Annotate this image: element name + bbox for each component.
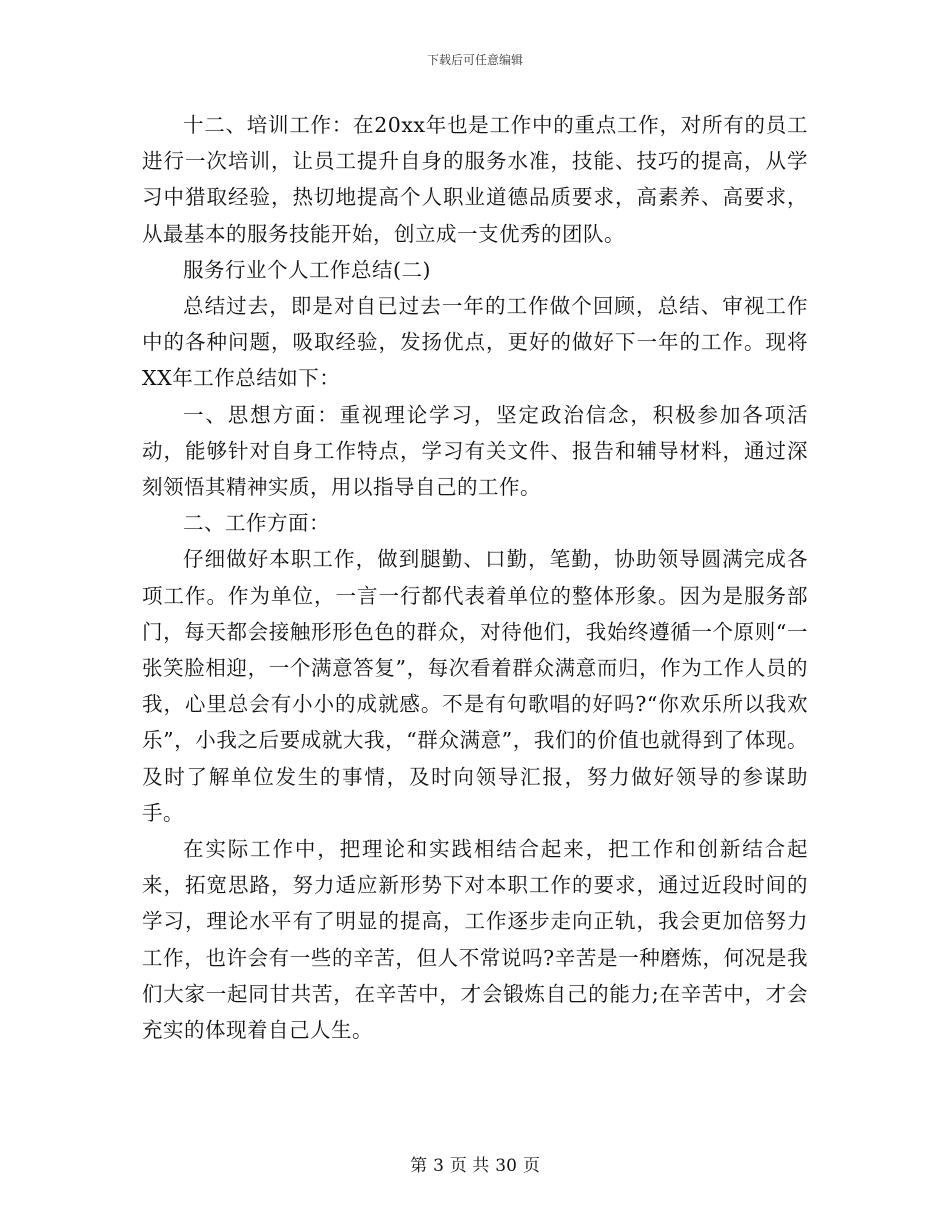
- paragraph-work-detail: 仔细做好本职工作，做到腿勤、口勤，笔勤，协助领导圆满完成各项工作。作为单位，一言一行都代表着单位的整体形象。因为是服务部门，每天都会接触形形色色的群众，对待他们，我始终遵循一个原则“一张笑脸相迎，一个满意答复”，每次看着群众满意而归，作为工作人员的我，心里总会有小小的成就感。不是有句歌唱的好吗?“你欢乐所以我欢乐”，小我之后要成就大我，“群众满意”，我们的价值也就得到了体现。及时了解单位发生的事情，及时向领导汇报，努力做好领导的参谋助手。: [142, 547, 808, 825]
- paragraph-practice: 在实际工作中，把理论和实践相结合起来，把工作和创新结合起来，拓宽思路，努力适应新形势下对本职工作的要求，通过近段时间的学习，理论水平有了明显的提高，工作逐步走向正轨，我会更加倍努力工作，也许会有一些的辛苦，但人不常说吗?辛苦是一种磨炼，何况是我们大家一起同甘共苦，在辛苦中，才会锻炼自己的能力;在辛苦中，才会充实的体现着自己人生。: [142, 837, 808, 1043]
- footer-prefix: 第: [410, 1156, 428, 1176]
- paragraph-summary-intro: 总结过去，即是对自已过去一年的工作做个回顾，总结、审视工作中的各种问题，吸取经验，发扬优点，更好的做好下一年的工作。现将XX年工作总结如下：: [142, 294, 808, 391]
- section-title: 服务行业个人工作总结(二): [183, 257, 431, 282]
- page-header: 下载后可任意编辑: [426, 53, 523, 67]
- paragraph-training: 十二、培训工作：在20xx年也是工作中的重点工作，对所有的员工进行一次培训，让员工提升自身的服务水准，技能、技巧的提高，从学习中猎取经验，热切地提高个人职业道德品质要求，高素养、高要求，从最基本的服务技能开始，创立成一支优秀的团队。: [142, 113, 808, 246]
- footer-middle: 页 共: [449, 1156, 490, 1176]
- paragraph-thought: 一、思想方面：重视理论学习，坚定政治信念，积极参加各项活动，能够针对自身工作特点，学习有关文件、报告和辅导材料，通过深刻领悟其精神实质，用以指导自己的工作。: [142, 402, 808, 500]
- page-footer: [0, 1155, 950, 1177]
- footer-suffix: 页: [522, 1156, 540, 1176]
- document-body: [142, 107, 808, 1048]
- footer-page-number: 3: [433, 1156, 444, 1176]
- footer-total-pages: 30: [495, 1156, 517, 1176]
- paragraph-work-heading: 二、工作方面：: [183, 511, 330, 536]
